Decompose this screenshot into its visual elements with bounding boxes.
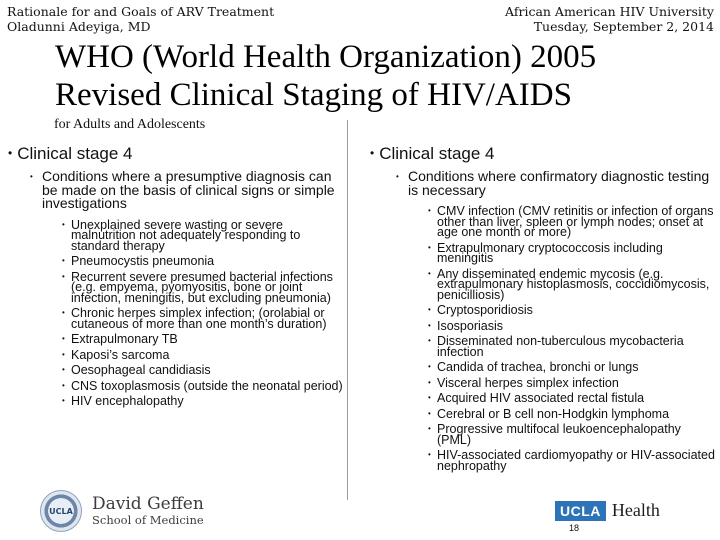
bullet-icon: • [428, 408, 431, 418]
header-right [505, 4, 714, 34]
event-date: Tuesday, September 2, 2014 [533, 19, 714, 34]
presentation-title: Rationale for and Goals of ARV Treatment [7, 4, 275, 19]
list-item: • Oesophageal candidiasis [62, 363, 211, 377]
right-column [370, 143, 715, 476]
bullet-icon: • [428, 393, 431, 402]
list-item: • Progressive multifocal leukoencephalopathy (PML) [428, 422, 681, 447]
event-name: African American HIV University [505, 4, 714, 19]
bullet-icon: • [428, 305, 431, 314]
bullet-icon: • [62, 308, 65, 317]
bullet-icon: • [62, 256, 65, 265]
list-item: • Any disseminated endemic mycosis (e.g. extrapulmonary histoplasmosis, coccidiomycosis, penicilliosis) [428, 266, 710, 302]
bullet-icon: • [428, 242, 431, 252]
bullet-icon: • [428, 377, 431, 387]
right-heading: • Clinical stage 4 [370, 144, 495, 163]
list-item: • CMV infection (CMV retinitis or infection of organs other than liver, spleen or lymph nodes; onset at age one month or more) [428, 204, 714, 239]
bullet-icon: • [62, 349, 65, 359]
list-item: • CNS toxoplasmosis (outside the neonatal period) [62, 378, 343, 393]
bullet-icon: • [62, 219, 65, 229]
slide-title [55, 38, 596, 114]
list-item: • Cerebral or B cell non-Hodgkin lymphoma [428, 406, 670, 421]
slide-subtitle: for Adults and Adolescents [54, 117, 206, 132]
bullet-icon: • [62, 396, 65, 405]
left-items [60, 217, 350, 408]
list-item: • Candida of trachea, bronchi or lungs [428, 360, 639, 374]
bullet-icon: • [428, 450, 431, 459]
ucla-seal-icon: UCLA [40, 490, 82, 532]
ucla-health-logo [555, 500, 660, 521]
bullet-icon: • [62, 271, 65, 281]
bullet-icon: • [428, 424, 431, 433]
bullet-icon: • [62, 380, 65, 390]
geffen-logo [40, 490, 204, 532]
bullet-icon: • [428, 362, 431, 371]
geffen-name: David Geffen [92, 494, 204, 514]
list-item: • Chronic herpes simplex infection; (orolabial or cutaneous of more than one month’s duration) [62, 306, 327, 331]
bullet-icon: • [62, 365, 65, 374]
header-left [7, 4, 274, 34]
list-item: • Disseminated non-tuberculous mycobacteria infection [428, 334, 684, 359]
left-condition: • Conditions where a presumptive diagnosis can be made on the basis of clinical signs or simple investigations [30, 168, 335, 211]
slide-title-line2: Revised Clinical Staging of HIV/AIDS [55, 77, 572, 113]
ucla-box: UCLA [555, 501, 606, 521]
slide-title-line1: WHO (World Health Organization) 2005 [55, 39, 597, 75]
list-item: • Pneumocystis pneumonia [62, 254, 215, 268]
bullet-icon: • [428, 268, 431, 278]
page-number: 18 [569, 523, 580, 533]
bullet-icon: • [30, 172, 33, 181]
list-item: • HIV-associated cardiomyopathy or HIV-associated nephropathy [428, 448, 715, 473]
bullet-icon: • [8, 146, 13, 160]
bullet-icon: • [396, 172, 399, 181]
list-item: • HIV encephalopathy [62, 394, 184, 408]
bullet-icon: • [62, 334, 65, 343]
list-item: • Recurrent severe presumed bacterial infections (e.g. empyema, pyomyositis, bone or joint infection, meningitis, but excluding pneumonia) [62, 269, 333, 305]
left-column [8, 143, 348, 412]
right-items [426, 206, 716, 471]
list-item: • Unexplained severe wasting or severe malnutrition not adequately responding to standard therapy [62, 217, 301, 253]
geffen-school: School of Medicine [92, 513, 204, 527]
bullet-icon: • [428, 320, 431, 330]
list-item: • Extrapulmonary TB [62, 332, 178, 346]
health-text: Health [611, 500, 660, 520]
list-item: • Cryptosporidiosis [428, 303, 533, 317]
list-item: • Extrapulmonary cryptococcosis including meningitis [428, 240, 663, 265]
presenter-name: Oladunni Adeyiga, MD [7, 19, 151, 34]
left-heading: • Clinical stage 4 [8, 144, 133, 163]
list-item: • Isosporiasis [428, 318, 503, 333]
list-item: • Visceral herpes simplex infection [428, 375, 619, 390]
bullet-icon: • [428, 206, 431, 215]
bullet-icon: • [428, 336, 431, 345]
right-condition: • Conditions where confirmatory diagnostic testing is necessary [396, 168, 710, 198]
list-item: • Acquired HIV associated rectal fistula [428, 391, 645, 405]
bullet-icon: • [370, 146, 375, 160]
geffen-text [92, 495, 204, 527]
list-item: • Kaposi’s sarcoma [62, 347, 170, 362]
